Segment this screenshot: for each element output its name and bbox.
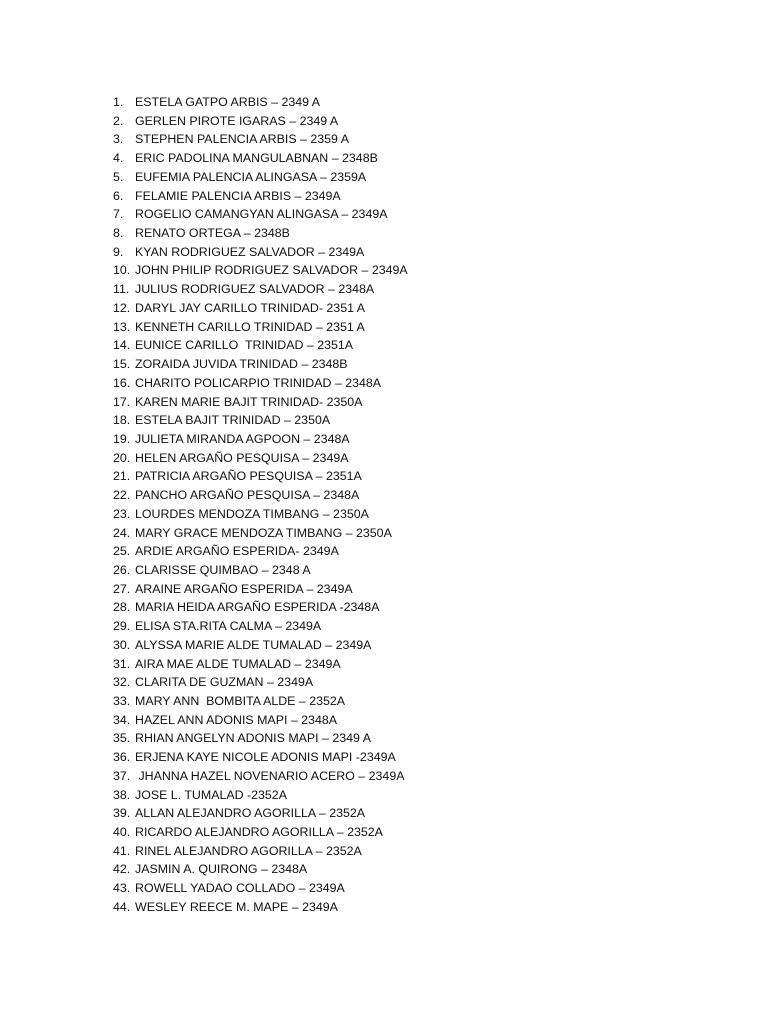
list-item [113,580,408,599]
list-item-text: FELAMIE PALENCIA ARBIS – 2349A [135,188,341,203]
list-item [113,261,408,280]
list-item-number: 35. [113,731,131,746]
list-item [113,842,408,861]
list-item-number: 12. [113,300,131,315]
list-item [113,149,408,168]
list-item-number: 33. [113,694,131,708]
list-item-number: 18. [113,413,131,428]
list-item-number: 3. [113,132,124,147]
list-item-number: 43. [113,881,131,896]
list-item-text: MARIA HEIDA ARGAÑO ESPERIDA -2348A [135,600,380,615]
list-item-text: ERJENA KAYE NICOLE ADONIS MAPI -2349A [135,750,396,765]
list-item-text: ALYSSA MARIE ALDE TUMALAD – 2349A [135,637,372,652]
list-item-text: JOSE L. TUMALAD -2352A [135,787,287,802]
list-item-number: 10. [113,263,131,278]
list-item-number: 34. [113,712,131,727]
list-item-text: LOURDES MENDOZA TIMBANG – 2350A [135,506,369,521]
list-item [113,804,408,823]
name-list [113,93,408,917]
list-item-number: 31. [113,656,131,671]
list-item [113,374,408,393]
list-item-text: JULIETA MIRANDA AGPOON – 2348A [135,431,350,446]
list-item [113,617,408,636]
list-item-number: 17. [113,394,131,409]
list-item-text: EUNICE CARILLO TRINIDAD – 2351A [135,338,354,353]
list-item-text: ESTELA GATPO ARBIS – 2349 A [135,95,321,109]
list-item [113,411,408,430]
list-item-number: 32. [113,675,131,690]
list-item [113,112,408,131]
list-item [113,486,408,505]
list-item [113,898,408,917]
list-item-text: STEPHEN PALENCIA ARBIS – 2359 A [135,132,349,147]
list-item [113,187,408,206]
list-item-text: PATRICIA ARGAÑO PESQUISA – 2351A [135,469,362,484]
list-item-text: JHANNA HAZEL NOVENARIO ACERO – 2349A [135,768,405,783]
list-item [113,280,408,299]
list-item-number: 30. [113,637,131,652]
list-item-number: 28. [113,600,131,615]
list-item [113,767,408,786]
list-item-text: ARDIE ARGAÑO ESPERIDA- 2349A [135,544,339,559]
list-item-number: 14. [113,338,131,353]
list-item-text: ROWELL YADAO COLLADO – 2349A [135,881,345,896]
list-item-text: HELEN ARGAÑO PESQUISA – 2349A [135,450,349,465]
list-item [113,93,408,112]
list-item [113,692,408,711]
list-item [113,449,408,468]
list-item-text: ESTELA BAJIT TRINIDAD – 2350A [135,413,331,428]
list-item-text: ARAINE ARGAÑO ESPERIDA – 2349A [135,581,353,596]
list-item-number: 41. [113,843,131,858]
list-item [113,729,408,748]
list-item-text: JOHN PHILIP RODRIGUEZ SALVADOR – 2349A [135,263,408,278]
list-item-text: HAZEL ANN ADONIS MAPI – 2348A [135,712,337,727]
list-item-number: 27. [113,581,131,596]
list-item-text: KYAN RODRIGUEZ SALVADOR – 2349A [135,244,365,259]
list-item [113,860,408,879]
list-item-number: 11. [113,282,130,297]
list-item-text: ALLAN ALEJANDRO AGORILLA – 2352A [135,806,366,821]
list-item-number: 16. [113,375,131,390]
list-item-number: 44. [113,899,131,914]
list-item [113,299,408,318]
list-item-text: JULIUS RODRIGUEZ SALVADOR – 2348A [135,282,375,297]
list-item [113,318,408,337]
list-item [113,524,408,543]
list-item-number: 24. [113,525,131,540]
list-item-number: 26. [113,562,131,577]
list-item [113,467,408,486]
list-item-text: RINEL ALEJANDRO AGORILLA – 2352A [135,843,362,858]
list-item [113,711,408,730]
list-item-number: 8. [113,226,124,241]
list-item [113,542,408,561]
list-item-text: ELISA STA.RITA CALMA – 2349A [135,619,322,634]
list-item [113,224,408,243]
list-item-number: 25. [113,544,131,559]
list-item [113,561,408,580]
list-item-number: 6. [113,188,124,203]
list-item-number: 40. [113,825,131,840]
list-item-text: MARY GRACE MENDOZA TIMBANG – 2350A [135,525,392,540]
list-item [113,673,408,692]
list-item-number: 5. [113,169,124,184]
list-item [113,748,408,767]
list-item-text: GERLEN PIROTE IGARAS – 2349 A [135,113,339,128]
list-item-text: PANCHO ARGAÑO PESQUISA – 2348A [135,488,360,503]
list-item-number: 22. [113,488,131,503]
list-item-number: 39. [113,806,131,821]
list-item [113,355,408,374]
list-item [113,786,408,805]
list-item [113,636,408,655]
list-item [113,393,408,412]
list-item-text: CLARITA DE GUZMAN – 2349A [135,675,314,690]
list-item [113,336,408,355]
list-item-number: 13. [113,319,131,334]
list-item-number: 21. [113,469,131,484]
list-item-text: AIRA MAE ALDE TUMALAD – 2349A [135,656,341,671]
list-item-number: 2. [113,113,124,128]
list-item-text: RENATO ORTEGA – 2348B [135,226,290,241]
list-item-text: MARY ANN BOMBITA ALDE – 2352A [135,694,346,708]
list-item-text: EUFEMIA PALENCIA ALINGASA – 2359A [135,169,367,184]
list-item-number: 20. [113,450,131,465]
list-item [113,823,408,842]
list-item-number: 36. [113,750,131,765]
list-item-number: 37. [113,768,131,783]
list-item-text: WESLEY REECE M. MAPE – 2349A [135,899,338,914]
list-item [113,430,408,449]
list-item [113,168,408,187]
list-item-text: KAREN MARIE BAJIT TRINIDAD- 2350A [135,394,363,409]
list-item [113,598,408,617]
list-item-number: 19. [113,431,131,446]
list-item-number: 42. [113,862,131,877]
list-item-text: RHIAN ANGELYN ADONIS MAPI – 2349 A [135,731,371,746]
list-item [113,505,408,524]
list-item-number: 9. [113,244,124,259]
list-item-number: 4. [113,151,124,166]
list-item-text: JASMIN A. QUIRONG – 2348A [135,862,308,877]
list-item-text: ZORAIDA JUVIDA TRINIDAD – 2348B [135,357,348,372]
list-item-text: ERIC PADOLINA MANGULABNAN – 2348B [135,151,378,166]
list-item [113,205,408,224]
list-item [113,243,408,262]
list-item-number: 23. [113,506,131,521]
list-item-text: KENNETH CARILLO TRINIDAD – 2351 A [135,319,365,334]
list-item-number: 1. [113,95,124,109]
list-item-text: CLARISSE QUIMBAO – 2348 A [135,562,311,577]
list-item [113,879,408,898]
list-item-number: 38. [113,787,131,802]
list-item [113,130,408,149]
list-item [113,655,408,674]
list-item-text: ROGELIO CAMANGYAN ALINGASA – 2349A [135,207,388,222]
list-item-text: CHARITO POLICARPIO TRINIDAD – 2348A [135,375,382,390]
list-item-text: RICARDO ALEJANDRO AGORILLA – 2352A [135,825,383,840]
list-item-number: 29. [113,619,131,634]
list-item-number: 7. [113,207,124,222]
list-item-number: 15. [113,357,131,372]
list-item-text: DARYL JAY CARILLO TRINIDAD- 2351 A [135,300,366,315]
